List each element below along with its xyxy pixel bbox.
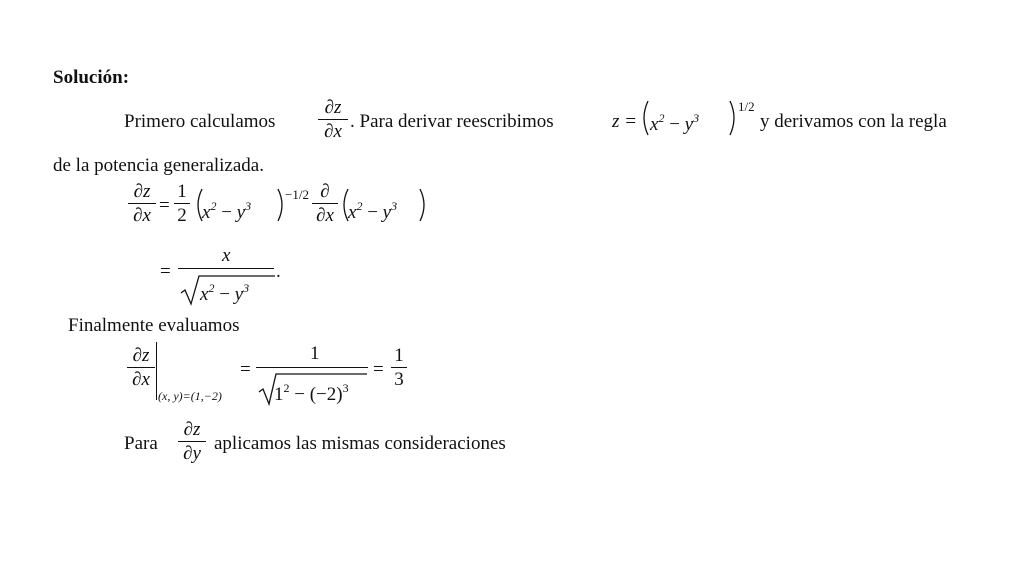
exponent-3: 3 (245, 199, 252, 213)
variable-x: x (202, 202, 211, 223)
fraction-dz-dx (128, 182, 156, 225)
fraction-bar (178, 268, 274, 269)
exponent-3: 3 (391, 199, 398, 213)
variable-x: x (348, 202, 357, 223)
fraction-denominator: ∂x (324, 121, 342, 142)
evaluation-point: (x, y)=(1,−2) (158, 389, 222, 403)
fraction-numerator-x: x (222, 245, 231, 266)
exponent-2: 2 (210, 199, 217, 213)
exponent-2: 2 (208, 281, 215, 295)
fraction-dz-dx-eval (127, 346, 155, 389)
fraction-bar (128, 203, 156, 204)
minus-sign: − (669, 114, 680, 135)
fraction-bar (312, 203, 338, 204)
variable-x: x (200, 284, 209, 305)
variable-y: y (236, 202, 246, 223)
equation-z-base (650, 112, 699, 134)
fraction-one-third (391, 346, 407, 389)
exponent-2: 2 (658, 111, 665, 125)
equation-z-lhs: z = (612, 111, 637, 132)
fraction-bar (391, 367, 407, 368)
variable-y: y (684, 114, 694, 135)
fraction-numerator: ∂z (132, 345, 150, 366)
variable-y: y (234, 284, 244, 305)
minus-sign: − (367, 202, 378, 223)
right-paren (728, 100, 738, 136)
intro-text: Primero calculamos (124, 111, 276, 132)
number-one: 1 (274, 384, 284, 405)
fraction-denominator: ∂x (132, 369, 150, 390)
fraction-numerator: ∂z (324, 97, 342, 118)
minus-sign: − (221, 202, 232, 223)
radicand (200, 282, 249, 304)
equals-sign: = (373, 359, 384, 380)
evaluation-bar (156, 342, 157, 400)
fraction-partial-dx (312, 182, 338, 225)
fraction-numerator: ∂ (320, 181, 330, 202)
negative-two: (−2) (309, 384, 343, 405)
equals-sign: = (160, 261, 171, 282)
exponent-3: 3 (342, 381, 349, 395)
fraction-denominator: 3 (394, 369, 404, 390)
fraction-numerator: ∂z (183, 419, 201, 440)
exponent-3: 3 (243, 281, 250, 295)
inner-expression (348, 200, 397, 222)
minus-sign: − (219, 284, 230, 305)
variable-x: x (650, 114, 659, 135)
fraction-dz-dy (178, 420, 206, 463)
rule-text: y derivamos con la regla (760, 111, 947, 132)
exponent-3: 3 (693, 111, 700, 125)
exponent-one-half: 1/2 (738, 99, 755, 114)
exponent-neg-one-half: −1/2 (285, 187, 309, 202)
equals-sign: = (240, 359, 251, 380)
period: . (276, 261, 281, 282)
rewrite-text: . Para derivar reescribimos (350, 111, 554, 132)
fraction-numerator: ∂z (133, 181, 151, 202)
fraction-denominator: ∂y (183, 443, 201, 464)
fraction-denominator: 2 (177, 205, 187, 226)
fraction-bar (318, 119, 348, 120)
section-heading: Solución: (53, 67, 130, 88)
exponent-2: 2 (283, 381, 290, 395)
variable-y: y (382, 202, 392, 223)
fraction-bar (256, 367, 368, 368)
fraction-numerator: 1 (177, 181, 187, 202)
fraction-dz-dx-inline (318, 98, 348, 141)
fraction-bar (178, 441, 206, 442)
fraction-denominator: ∂x (316, 205, 334, 226)
right-paren (418, 188, 428, 222)
para-text: Para (124, 433, 158, 454)
exponent-2: 2 (356, 199, 363, 213)
continuation-text: de la potencia generalizada. (53, 155, 264, 176)
fraction-denominator: ∂x (133, 205, 151, 226)
fraction-one-half (174, 182, 190, 225)
left-paren (640, 100, 650, 136)
closing-text: aplicamos las mismas consideraciones (214, 433, 506, 454)
fraction-bar (127, 367, 155, 368)
fraction-numerator-one: 1 (310, 343, 320, 364)
base-expression (202, 200, 251, 222)
equals-sign: = (159, 195, 170, 216)
fraction-bar (174, 203, 190, 204)
radicand (274, 382, 349, 404)
fraction-numerator: 1 (394, 345, 404, 366)
minus-sign: − (294, 384, 305, 405)
final-text: Finalmente evaluamos (68, 315, 240, 336)
